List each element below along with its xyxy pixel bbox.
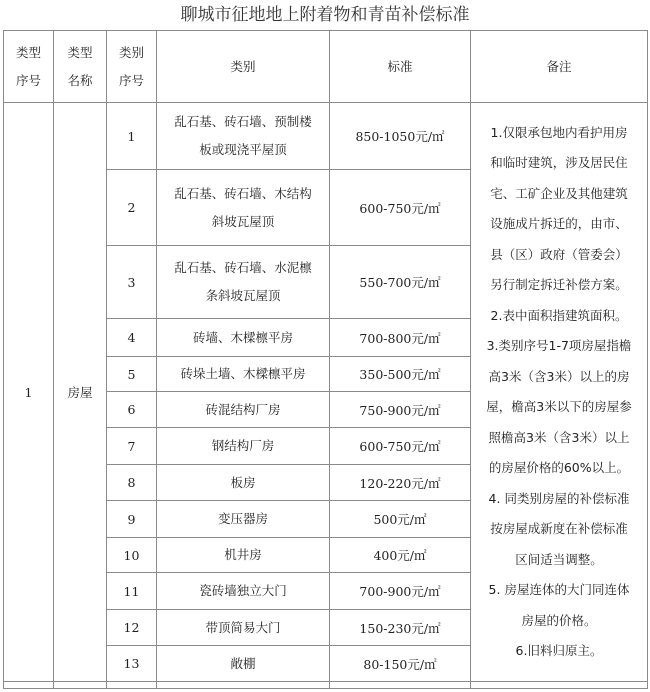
compensation-table [3,30,648,689]
standard-cell: 350-500元/㎡ [330,357,471,392]
standard-cell: 750-900元/㎡ [330,392,471,428]
type-no-cell: 1 [4,103,54,682]
table-row-cutoff [4,682,648,689]
cat-no-cell: 7 [107,428,157,465]
header-cat-no: 类别 序号 [107,31,157,103]
cat-no-cell: 6 [107,392,157,428]
cat-no-cell: 10 [107,538,157,573]
standard-cell: 700-900元/㎡ [330,573,471,610]
header-standard: 标准 [330,31,471,103]
header-type-name: 类型 名称 [54,31,107,103]
category-cell: 机井房 [157,538,330,573]
header-category: 类别 [157,31,330,103]
category-cell: 砖墙、木樑檩平房 [157,319,330,357]
category-cell: 乱石基、砖石墙、木结构 斜坡瓦屋顶 [157,170,330,246]
category-cell: 瓷砖墙独立大门 [157,573,330,610]
category-cell: 砖混结构厂房 [157,392,330,428]
category-cell: 带顶简易大门 [157,610,330,646]
header-type-no: 类型 序号 [4,31,54,103]
category-cell: 敞棚 [157,646,330,682]
category-cell: 乱石基、砖石墙、预制楼 板或现浇平屋顶 [157,103,330,170]
category-cell: 变压器房 [157,501,330,538]
standard-cell: 600-750元/㎡ [330,170,471,246]
cat-no-cell: 1 [107,103,157,170]
category-cell: 板房 [157,465,330,501]
cat-no-cell: 12 [107,610,157,646]
cat-no-cell: 5 [107,357,157,392]
type-name-cell: 房屋 [54,103,107,682]
cat-no-cell: 2 [107,170,157,246]
cat-no-cell: 3 [107,246,157,319]
standard-cell: 550-700元/㎡ [330,246,471,319]
standard-cell: 700-800元/㎡ [330,319,471,357]
standard-cell: 150-230元/㎡ [330,610,471,646]
header-remark: 备注 [471,31,648,103]
page-title: 聊城市征地地上附着物和青苗补偿标准 [180,5,470,25]
cat-no-cell: 4 [107,319,157,357]
category-cell: 乱石基、砖石墙、水泥檩 条斜坡瓦屋顶 [157,246,330,319]
remark-cell: 1.仅限承包地内看护用房 和临时建筑，涉及居民住 宅、工矿企业及其他建筑 设施成片拆迁的，由市、 县（区）政府（管委会） 另行制定拆迁补偿方案。 2.表中面积指建筑面积。 3.类别序号1-7项房屋指檐 高3米（含3米）以上的房 屋，檐高3米以下的房屋参 照檐高3米（含3米）以上 的房屋价格的60%以上。 4. 同类别房屋的补偿标准 按房屋成新度在补偿标准 区间适当调整。 5. 房屋连体的大门同连体 房屋的价格。 6.旧料归原主。 [471,103,648,682]
table-row [4,103,648,170]
standard-cell: 120-220元/㎡ [330,465,471,501]
cat-no-cell: 8 [107,465,157,501]
standard-cell: 600-750元/㎡ [330,428,471,465]
category-cell: 砖垛土墙、木樑檩平房 [157,357,330,392]
standard-cell: 80-150元/㎡ [330,646,471,682]
standard-cell: 500元/㎡ [330,501,471,538]
cat-no-cell: 11 [107,573,157,610]
standard-cell: 850-1050元/㎡ [330,103,471,170]
header-row [4,31,648,103]
cat-no-cell: 9 [107,501,157,538]
cat-no-cell: 13 [107,646,157,682]
standard-cell: 400元/㎡ [330,538,471,573]
category-cell: 钢结构厂房 [157,428,330,465]
